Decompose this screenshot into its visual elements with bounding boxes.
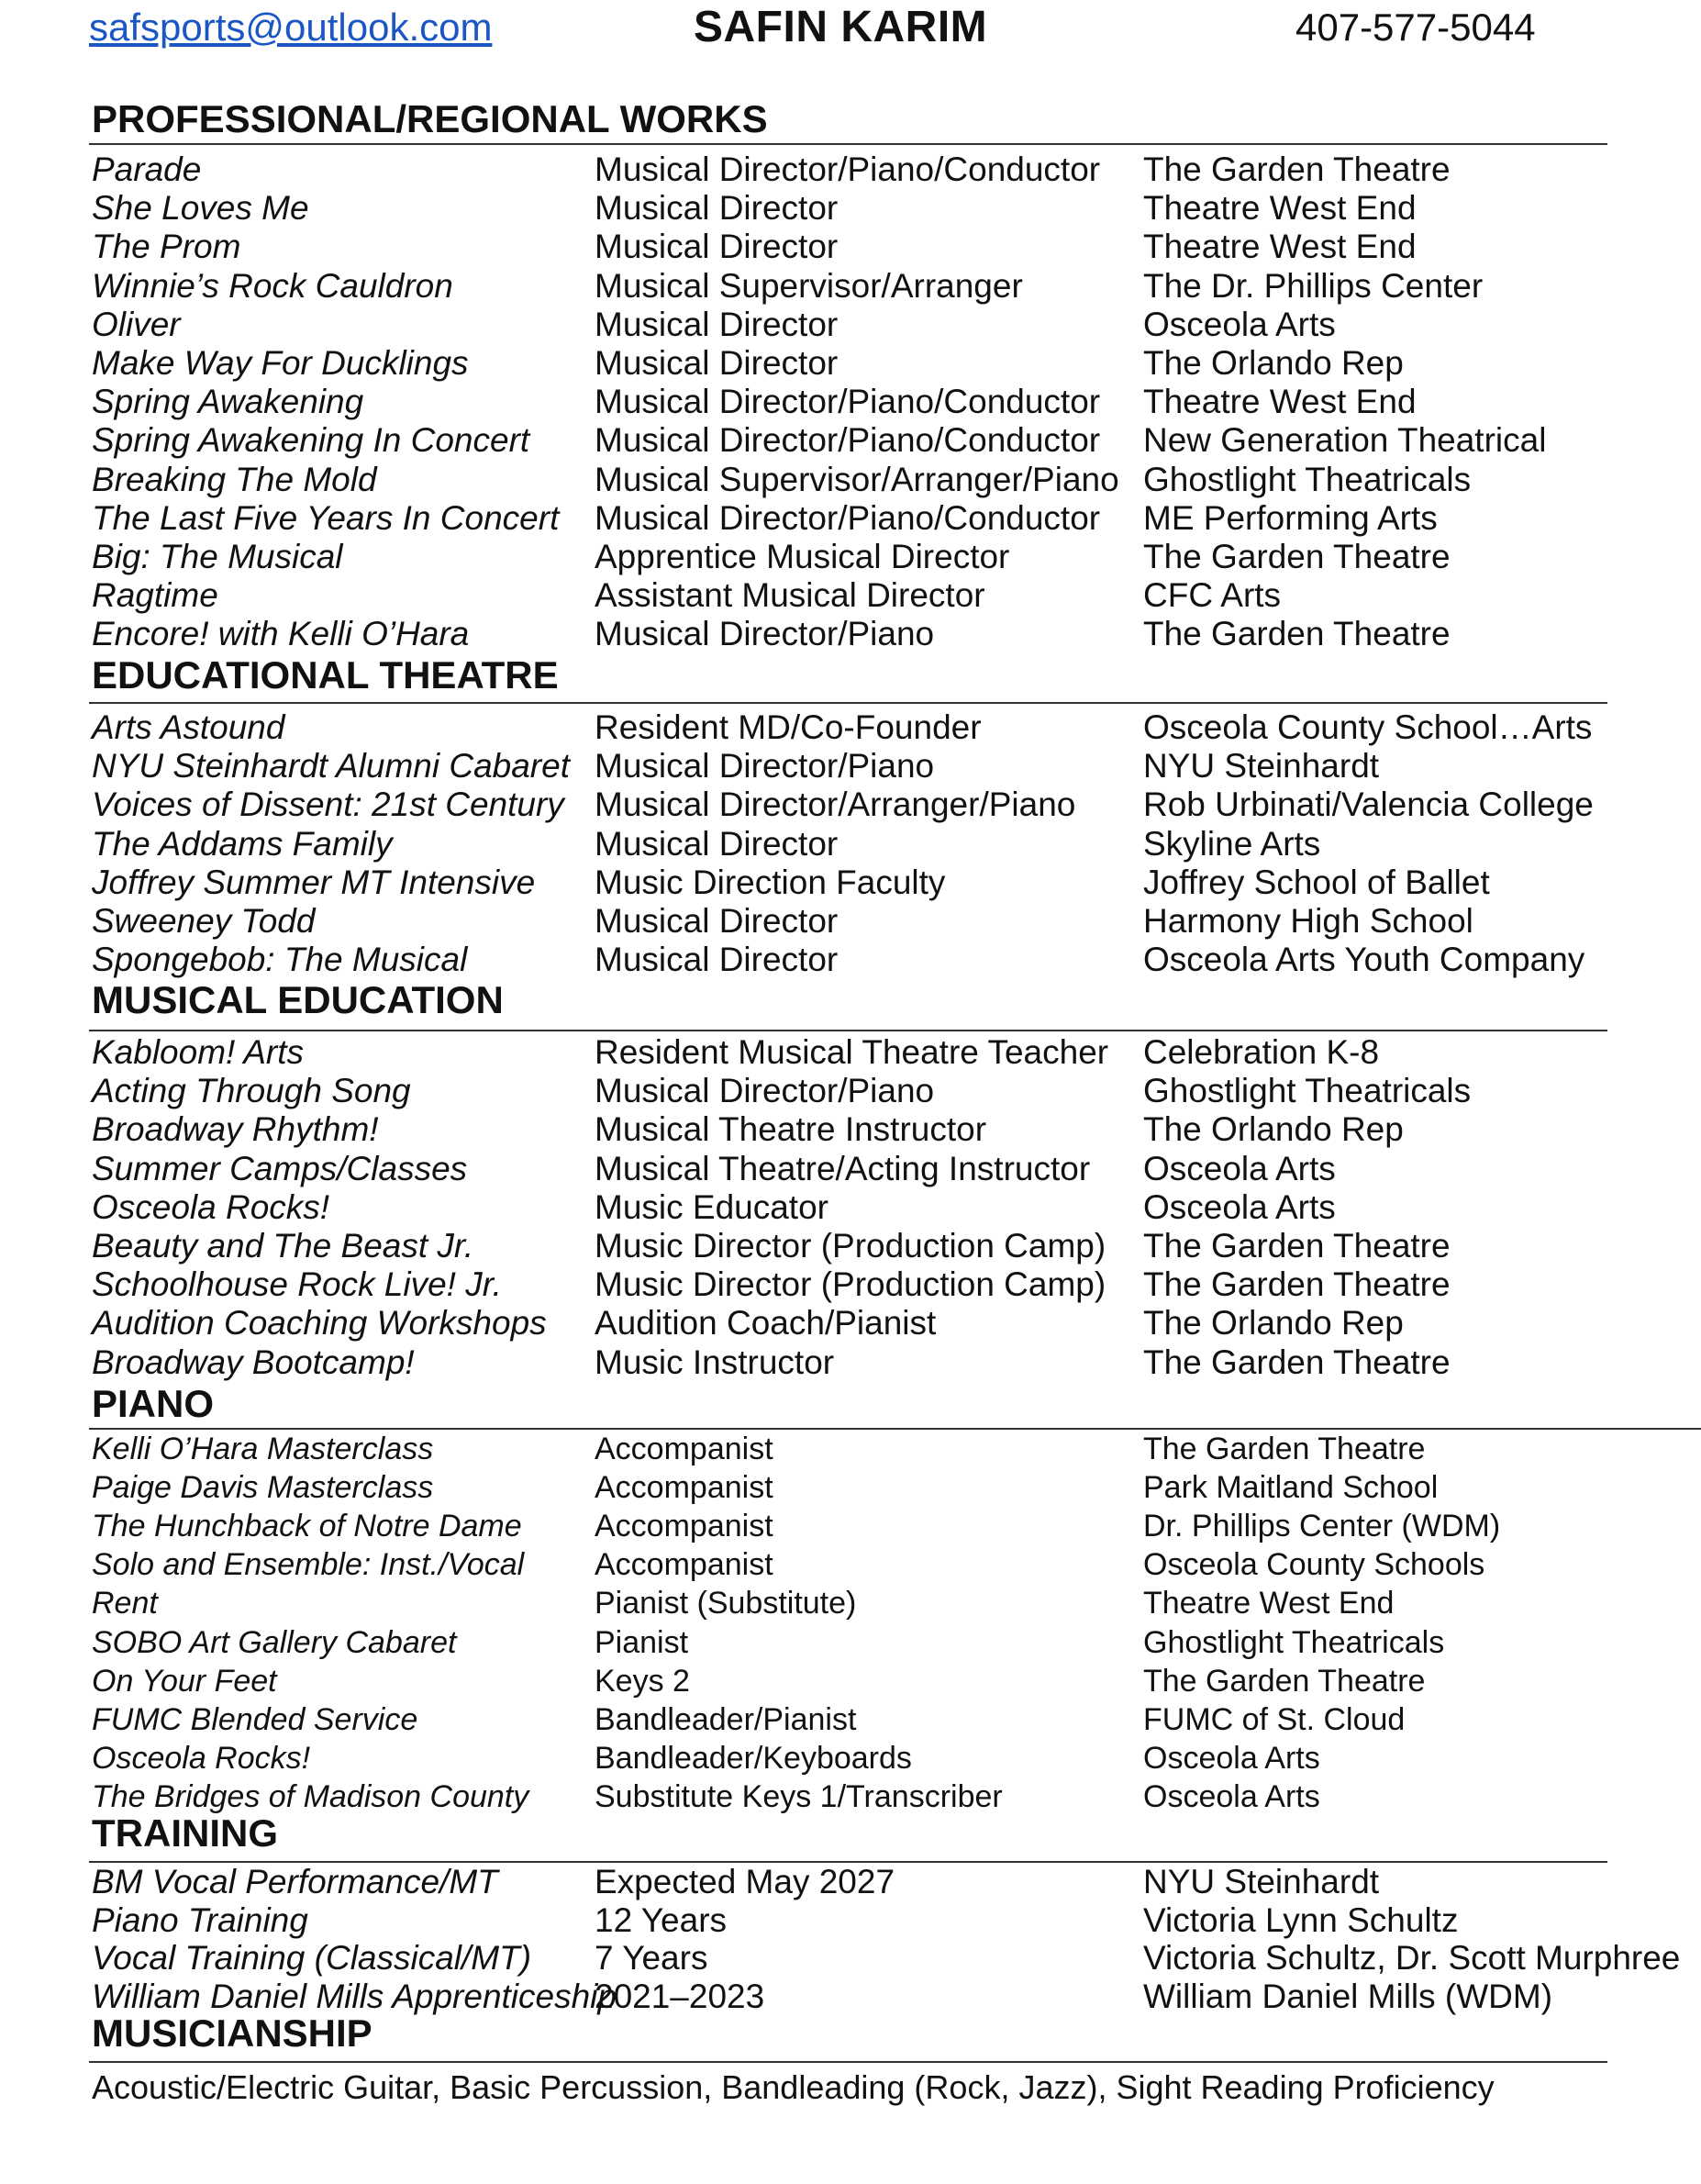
section-divider <box>89 1428 1701 1430</box>
role: Resident Musical Theatre Teacher <box>595 1033 1109 1071</box>
venue: NYU Steinhardt <box>1143 1863 1380 1900</box>
production-title: NYU Steinhardt Alumni Cabaret <box>92 747 570 786</box>
table-row <box>0 1150 1701 1188</box>
section-title: PIANO <box>92 1382 215 1425</box>
venue: The Garden Theatre <box>1143 1432 1426 1466</box>
table-row <box>0 421 1701 460</box>
venue: The Garden Theatre <box>1143 150 1451 188</box>
venue: Osceola Arts <box>1143 1740 1320 1776</box>
table-row <box>0 461 1701 499</box>
role: Musical Director/Piano/Conductor <box>595 150 1101 188</box>
venue: The Garden Theatre <box>1143 538 1451 575</box>
production-title: Spring Awakening <box>92 383 364 421</box>
production-title: Broadway Rhythm! <box>92 1110 379 1149</box>
table-row <box>0 267 1701 306</box>
production-title: Ragtime <box>92 576 218 615</box>
table-row <box>0 1586 1701 1624</box>
table-row <box>0 747 1701 786</box>
role: Pianist <box>595 1624 689 1660</box>
production-title: SOBO Art Gallery Cabaret <box>92 1624 457 1660</box>
production-title: William Daniel Mills Apprenticeship <box>92 1977 617 2015</box>
table-row <box>0 902 1701 941</box>
production-title: The Last Five Years In Concert <box>92 498 560 537</box>
production-title: Spring Awakening In Concert <box>92 421 530 460</box>
table-row <box>0 1978 1701 2016</box>
table-row <box>0 1509 1701 1547</box>
role: Musical Director <box>595 344 839 382</box>
section-title: PROFESSIONAL/REGIONAL WORKS <box>92 97 768 140</box>
table-row <box>0 344 1701 383</box>
venue: Theatre West End <box>1143 1586 1395 1621</box>
production-title: BM Vocal Performance/MT <box>92 1863 498 1900</box>
candidate-name: SAFIN KARIM <box>694 3 988 51</box>
role: Audition Coach/Pianist <box>595 1304 937 1343</box>
venue: Joffrey School of Ballet <box>1143 863 1490 901</box>
role: Accompanist <box>595 1470 773 1506</box>
table-row <box>0 1110 1701 1149</box>
venue: ME Performing Arts <box>1143 498 1438 537</box>
table-row <box>0 1072 1701 1110</box>
venue: Osceola Arts <box>1143 1778 1320 1814</box>
role: Music Director (Production Camp) <box>595 1265 1106 1304</box>
table-row <box>0 499 1701 538</box>
table-row <box>0 864 1701 902</box>
production-title: On Your Feet <box>92 1663 277 1699</box>
production-title: Broadway Bootcamp! <box>92 1343 415 1381</box>
role: Substitute Keys 1/Transcriber <box>595 1778 1003 1814</box>
venue: Skyline Arts <box>1143 824 1321 863</box>
role: Accompanist <box>595 1432 773 1466</box>
role: Musical Theatre/Acting Instructor <box>595 1149 1091 1187</box>
role: Accompanist <box>595 1509 773 1544</box>
role: Music Direction Faculty <box>595 863 946 901</box>
section-title: MUSICAL EDUCATION <box>92 978 504 1021</box>
role: 12 Years <box>595 1900 728 1939</box>
phone-number: 407-577-5044 <box>1295 6 1536 49</box>
venue: Dr. Phillips Center (WDM) <box>1143 1509 1501 1544</box>
venue: The Garden Theatre <box>1143 1265 1451 1304</box>
production-title: Parade <box>92 150 202 188</box>
production-title: Arts Astound <box>92 708 285 746</box>
production-title: Osceola Rocks! <box>92 1740 311 1776</box>
role: Musical Director <box>595 824 839 863</box>
table-row <box>0 1304 1701 1343</box>
table-row <box>0 1939 1701 1978</box>
role: Resident MD/Co-Founder <box>595 708 982 746</box>
venue: The Orlando Rep <box>1143 344 1404 382</box>
venue: Victoria Lynn Schultz <box>1143 1900 1459 1939</box>
venue: The Garden Theatre <box>1143 1227 1451 1265</box>
venue: Victoria Schultz, Dr. Scott Murphree <box>1143 1939 1681 1977</box>
venue: Theatre West End <box>1143 383 1417 421</box>
resume-header <box>0 0 1701 59</box>
role: Musical Director/Piano/Conductor <box>595 498 1101 537</box>
production-title: Osceola Rocks! <box>92 1187 330 1226</box>
venue: Harmony High School <box>1143 902 1473 940</box>
production-title: FUMC Blended Service <box>92 1701 418 1737</box>
role: Musical Director/Piano/Conductor <box>595 421 1101 460</box>
table-row <box>0 1033 1701 1072</box>
section-title: MUSICIANSHIP <box>92 2011 372 2055</box>
venue: New Generation Theatrical <box>1143 421 1547 460</box>
role: Pianist (Substitute) <box>595 1586 857 1621</box>
venue: Celebration K-8 <box>1143 1033 1380 1071</box>
production-title: Kelli O’Hara Masterclass <box>92 1432 434 1466</box>
table-row <box>0 189 1701 228</box>
venue: Ghostlight Theatricals <box>1143 1624 1445 1660</box>
section-title: TRAINING <box>92 1811 278 1855</box>
table-row <box>0 786 1701 824</box>
role: Keys 2 <box>595 1663 690 1699</box>
table-row <box>0 1432 1701 1470</box>
venue: Rob Urbinati/Valencia College <box>1143 786 1594 824</box>
venue: Osceola County Schools <box>1143 1547 1485 1583</box>
production-title: Piano Training <box>92 1900 308 1939</box>
table-row <box>0 1188 1701 1227</box>
production-title: Vocal Training (Classical/MT) <box>92 1939 532 1977</box>
production-title: Make Way For Ducklings <box>92 344 469 382</box>
table-row <box>0 228 1701 266</box>
production-title: Oliver <box>92 305 181 343</box>
production-title: Schoolhouse Rock Live! Jr. <box>92 1265 502 1304</box>
email-link[interactable]: safsports@outlook.com <box>89 6 493 49</box>
role: Music Director (Production Camp) <box>595 1227 1106 1265</box>
venue: Ghostlight Theatricals <box>1143 460 1472 498</box>
production-title: Paige Davis Masterclass <box>92 1470 434 1506</box>
role: Musical Supervisor/Arranger/Piano <box>595 460 1119 498</box>
venue: Osceola Arts <box>1143 1149 1336 1187</box>
venue: NYU Steinhardt <box>1143 747 1380 786</box>
section-divider <box>89 143 1607 145</box>
production-title: Summer Camps/Classes <box>92 1149 468 1187</box>
venue: The Garden Theatre <box>1143 615 1451 653</box>
table-row <box>0 150 1701 189</box>
role: Expected May 2027 <box>595 1863 895 1900</box>
table-row <box>0 538 1701 576</box>
table-row <box>0 576 1701 615</box>
role: Musical Director <box>595 228 839 266</box>
table-row <box>0 1227 1701 1265</box>
production-title: Kabloom! Arts <box>92 1033 304 1071</box>
production-title: Spongebob: The Musical <box>92 941 468 979</box>
production-title: Solo and Ensemble: Inst./Vocal <box>92 1547 525 1583</box>
venue: Ghostlight Theatricals <box>1143 1072 1472 1110</box>
role: Musical Director <box>595 902 839 940</box>
role: Musical Director/Piano/Conductor <box>595 383 1101 421</box>
role: Musical Theatre Instructor <box>595 1110 987 1149</box>
venue: Park Maitland School <box>1143 1470 1439 1506</box>
venue: Osceola County School…Arts <box>1143 708 1593 746</box>
production-title: Big: The Musical <box>92 538 343 575</box>
role: Accompanist <box>595 1547 773 1583</box>
production-title: Audition Coaching Workshops <box>92 1304 547 1343</box>
production-title: Rent <box>92 1586 158 1621</box>
musicianship-skills: Acoustic/Electric Guitar, Basic Percussion, Bandleading (Rock, Jazz), Sight Reading Proficiency <box>92 2068 1495 2106</box>
table-row <box>0 306 1701 344</box>
production-title: Beauty and The Beast Jr. <box>92 1227 474 1265</box>
table-row <box>0 615 1701 653</box>
production-title: Breaking The Mold <box>92 460 377 498</box>
role: Apprentice Musical Director <box>595 538 1010 575</box>
table-row <box>0 825 1701 864</box>
venue: FUMC of St. Cloud <box>1143 1701 1406 1737</box>
table-row <box>0 1343 1701 1382</box>
production-title: The Prom <box>92 228 241 266</box>
venue: Theatre West End <box>1143 228 1417 266</box>
table-row <box>0 1863 1701 1901</box>
venue: The Orlando Rep <box>1143 1110 1404 1149</box>
table-row <box>0 1265 1701 1304</box>
role: Music Instructor <box>595 1343 835 1381</box>
table-row <box>0 1547 1701 1586</box>
venue: Theatre West End <box>1143 189 1417 228</box>
table-row <box>0 383 1701 421</box>
production-title: Sweeney Todd <box>92 902 316 940</box>
table-row <box>0 1901 1701 1940</box>
role: Musical Director <box>595 941 839 979</box>
role: 7 Years <box>595 1939 708 1977</box>
production-title: The Addams Family <box>92 824 393 863</box>
role: Bandleader/Keyboards <box>595 1740 912 1776</box>
table-row <box>0 941 1701 979</box>
role: Assistant Musical Director <box>595 576 985 615</box>
venue: Osceola Arts Youth Company <box>1143 941 1585 979</box>
role: Musical Director <box>595 189 839 228</box>
venue: Osceola Arts <box>1143 1187 1336 1226</box>
venue: The Dr. Phillips Center <box>1143 266 1484 305</box>
production-title: Winnie’s Rock Cauldron <box>92 266 453 305</box>
role: 2021–2023 <box>595 1977 765 2015</box>
table-row <box>0 1741 1701 1779</box>
section-divider <box>89 2061 1607 2063</box>
production-title: Voices of Dissent: 21st Century <box>92 786 564 824</box>
role: Musical Supervisor/Arranger <box>595 266 1023 305</box>
table-row <box>0 1625 1701 1664</box>
table-row <box>0 708 1701 747</box>
table-row <box>0 1702 1701 1741</box>
section-title: EDUCATIONAL THEATRE <box>92 653 559 696</box>
section-divider <box>89 1030 1607 1031</box>
role: Musical Director <box>595 305 839 343</box>
venue: William Daniel Mills (WDM) <box>1143 1977 1553 2015</box>
production-title: Acting Through Song <box>92 1072 411 1110</box>
production-title: The Bridges of Madison County <box>92 1778 529 1814</box>
role: Musical Director/Piano <box>595 747 935 786</box>
table-row <box>0 1664 1701 1702</box>
venue: Osceola Arts <box>1143 305 1336 343</box>
role: Musical Director/Piano <box>595 1072 935 1110</box>
role: Music Educator <box>595 1187 828 1226</box>
production-title: She Loves Me <box>92 189 309 228</box>
venue: The Orlando Rep <box>1143 1304 1404 1343</box>
table-row <box>0 1470 1701 1509</box>
role: Musical Director/Piano <box>595 615 935 653</box>
role: Bandleader/Pianist <box>595 1701 857 1737</box>
production-title: The Hunchback of Notre Dame <box>92 1509 522 1544</box>
production-title: Joffrey Summer MT Intensive <box>92 863 536 901</box>
venue: CFC Arts <box>1143 576 1282 615</box>
venue: The Garden Theatre <box>1143 1663 1426 1699</box>
role: Musical Director/Arranger/Piano <box>595 786 1076 824</box>
venue: The Garden Theatre <box>1143 1343 1451 1381</box>
production-title: Encore! with Kelli O’Hara <box>92 615 470 653</box>
section-divider <box>89 702 1607 704</box>
